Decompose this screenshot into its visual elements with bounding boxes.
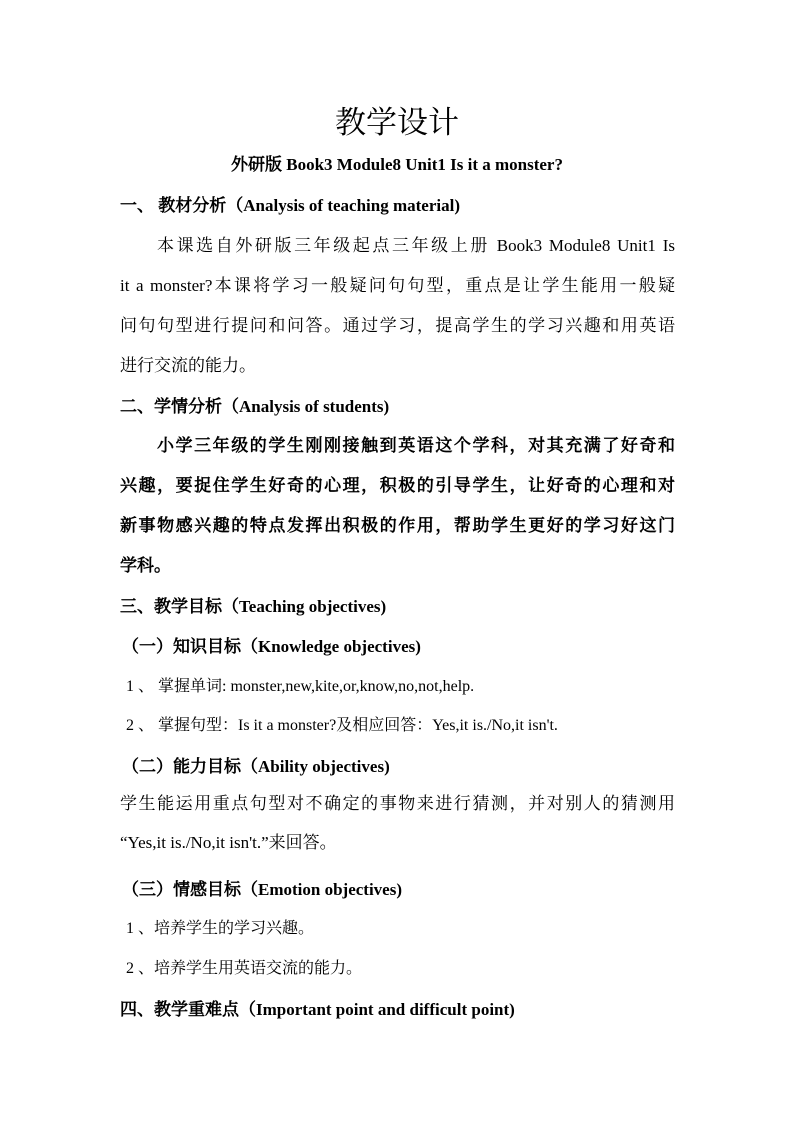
paragraph-line: 学生能运用重点句型对不确定的事物来进行猜测，并对别人的猜测用 xyxy=(120,794,675,813)
paragraph-line: 兴趣，要捉住学生好奇的心理，积极的引导学生，让好奇的心理和对 xyxy=(120,476,675,495)
subheading-ability: （二）能力目标（Ability objectives) xyxy=(122,757,390,776)
list-item: 2 、 掌握句型：Is it a monster?及相应回答：Yes,it is./No,it isn't. xyxy=(126,717,558,734)
document-title: 教学设计 xyxy=(335,105,459,140)
paragraph-line: it a monster?本课将学习一般疑问句句型，重点是让学生能用一般疑 xyxy=(120,276,675,295)
subheading-emotion: （三）情感目标（Emotion objectives) xyxy=(122,880,403,899)
section-heading-objectives: 三、教学目标（Teaching objectives) xyxy=(120,597,387,616)
paragraph-line: “Yes,it is./No,it isn't.”来回答。 xyxy=(120,833,337,852)
list-item: 1 、 掌握单词: monster,new,kite,or,know,no,not,help. xyxy=(126,678,475,695)
list-item: 2 、培养学生用英语交流的能力。 xyxy=(126,960,363,977)
list-item: 1 、培养学生的学习兴趣。 xyxy=(126,920,315,937)
section-heading-key-points: 四、教学重难点（Important point and difficult point) xyxy=(120,1000,515,1019)
paragraph-line: 学科。 xyxy=(120,556,171,575)
section-heading-material: 一、 教材分析（Analysis of teaching material) xyxy=(120,196,460,215)
paragraph-line: 问句句型进行提问和问答。通过学习，提高学生的学习兴趣和用英语 xyxy=(120,316,675,335)
subheading-knowledge: （一）知识目标（Knowledge objectives) xyxy=(122,637,421,656)
paragraph-line: 进行交流的能力。 xyxy=(120,356,256,375)
paragraph-line: 小学三年级的学生刚刚接触到英语这个学科，对其充满了好奇和 xyxy=(157,436,675,455)
section-heading-students: 二、学情分析（Analysis of students) xyxy=(120,397,390,416)
paragraph-line: 本课选自外研版三年级起点三年级上册 Book3 Module8 Unit1 Is xyxy=(157,236,675,255)
document-subtitle: 外研版 Book3 Module8 Unit1 Is it a monster? xyxy=(231,155,563,174)
paragraph-line: 新事物感兴趣的特点发挥出积极的作用，帮助学生更好的学习好这门 xyxy=(120,516,675,535)
